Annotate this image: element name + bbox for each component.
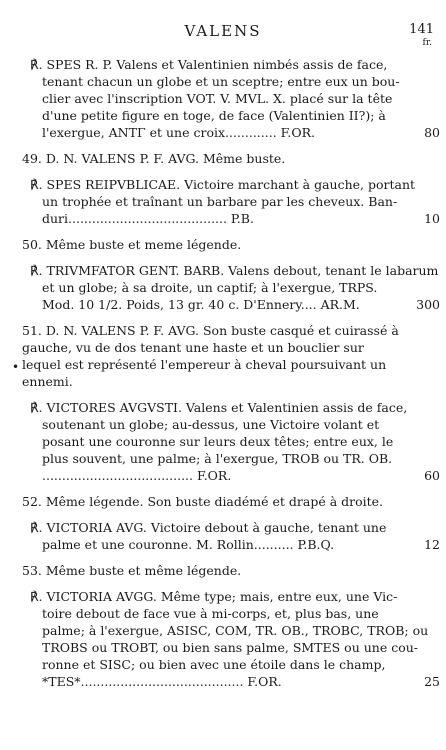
entry-text: d'une petite figure en toge, de face (Valentinien II?); à [42, 108, 386, 123]
entry-line [0, 193, 446, 210]
catalog-entry [0, 176, 446, 227]
entry-line [0, 493, 446, 510]
catalog-entry [0, 519, 446, 553]
entry-text: palme; à l'exergue, ASISC, COM, TR. OB., TROBC, TROB; ou [42, 623, 429, 638]
entry-text: et un globe; à sa droite, un captif; à l'exergue, TRPS. [42, 280, 378, 295]
entry-text: ℟. VICTORIA AVG. Victoire debout à gauche, tenant une [30, 520, 387, 535]
entry-line [0, 90, 446, 107]
entry-price: 12 [424, 537, 440, 552]
entry-line [0, 622, 446, 639]
entry-text: ℟. VICTORES AVGVSTI. Valens et Valentinien assis de face, [30, 400, 408, 415]
entry-line [0, 124, 446, 141]
entry-line [0, 296, 446, 313]
entry-line [0, 262, 446, 279]
catalog-entry [0, 399, 446, 484]
catalog-entry [0, 56, 446, 141]
entry-price: 10 [424, 211, 440, 226]
entry-line [0, 562, 446, 579]
entry-line [0, 236, 446, 253]
entry-line [0, 373, 446, 390]
entry-line [0, 519, 446, 536]
entry-text: 52. Même légende. Son buste diadémé et drapé à droite. [22, 494, 384, 509]
entry-line [0, 279, 446, 296]
entry-line [0, 150, 446, 167]
entry-line [0, 107, 446, 124]
entry-text: duri........................................ P.B. [42, 211, 254, 226]
entry-text: lequel est représenté l'empereur à cheval poursuivant un [22, 357, 387, 372]
entry-price: 25 [424, 674, 440, 689]
entry-line [0, 176, 446, 193]
margin-mark: • [12, 360, 20, 374]
entry-text: gauche, vu de dos tenant une haste et un bouclier sur [22, 340, 364, 355]
page-header [0, 22, 446, 48]
entry-text: tenant chacun un globe et un sceptre; entre eux un bou- [42, 74, 400, 89]
entry-line [0, 322, 446, 339]
catalog-entry [0, 236, 446, 253]
entry-text: ...................................... F.OR. [42, 468, 232, 483]
entry-text: Mod. 10 1/2. Poids, 13 gr. 40 c. D'Ennery.... AR.M. [42, 297, 360, 312]
entry-line [0, 399, 446, 416]
page-number: 141 [409, 22, 434, 37]
entry-price: 80 [424, 125, 440, 140]
entry-line [0, 656, 446, 673]
entry-text: *TES*......................................... F.OR. [42, 674, 282, 689]
entry-line [0, 56, 446, 73]
catalog-entries [0, 56, 446, 699]
entry-line [0, 73, 446, 90]
catalog-entry [0, 322, 446, 390]
entry-text: palme et une couronne. M. Rollin.......... P.B.Q. [42, 537, 335, 552]
entry-line [0, 416, 446, 433]
entry-text: 53. Même buste et même légende. [22, 563, 242, 578]
entry-price: 300 [416, 297, 440, 312]
entry-text: ℟. SPES REIPVBLICAE. Victoire marchant à gauche, portant [30, 177, 416, 192]
entry-line [0, 639, 446, 656]
catalog-entry [0, 150, 446, 167]
entry-text: ronne et SISC; ou bien avec une étoile dans le champ, [42, 657, 386, 672]
entry-line [0, 450, 446, 467]
entry-line [0, 339, 446, 356]
entry-text: un trophée et traînant un barbare par les cheveux. Ban- [42, 194, 398, 209]
entry-text: 50. Même buste et meme légende. [22, 237, 242, 252]
entry-text: posant une couronne sur leurs deux têtes; entre eux, le [42, 434, 394, 449]
entry-text: toire debout de face vue à mi-corps, et, plus bas, une [42, 606, 379, 621]
entry-line [0, 536, 446, 553]
entry-text: clier avec l'inscription VOT. V. MVL. X. placé sur la tête [42, 91, 393, 106]
entry-line [0, 210, 446, 227]
entry-line [0, 433, 446, 450]
entry-text: TROBS ou TROBT, ou bien sans palme, SMTES ou une cou- [42, 640, 419, 655]
entry-line [0, 673, 446, 690]
entry-line [0, 588, 446, 605]
entry-text: ennemi. [22, 374, 73, 389]
currency-unit: fr. [422, 38, 432, 48]
entry-price: 60 [424, 468, 440, 483]
catalog-entry [0, 562, 446, 579]
catalog-entry [0, 493, 446, 510]
page-title: VALENS [184, 22, 262, 40]
entry-line [0, 605, 446, 622]
entry-text: soutenant un globe; au-dessus, une Victoire volant et [42, 417, 380, 432]
entry-line [0, 356, 446, 373]
catalog-entry [0, 262, 446, 313]
entry-text: ℟. TRIVMFATOR GENT. BARB. Valens debout, tenant le labarum [30, 263, 439, 278]
entry-text: ℟. VICTORIA AVGG. Même type; mais, entre eux, une Vic- [30, 589, 398, 604]
catalog-entry [0, 588, 446, 690]
entry-text: ℟. SPES R. P. Valens et Valentinien nimbés assis de face, [30, 57, 388, 72]
entry-text: 49. D. N. VALENS P. F. AVG. Même buste. [22, 151, 286, 166]
entry-line [0, 467, 446, 484]
entry-text: l'exergue, ANTΓ et une croix............. F.OR. [42, 125, 315, 140]
entry-text: plus souvent, une palme; à l'exergue, TROB ou TR. OB. [42, 451, 393, 466]
entry-text: 51. D. N. VALENS P. F. AVG. Son buste casqué et cuirassé à [22, 323, 399, 338]
